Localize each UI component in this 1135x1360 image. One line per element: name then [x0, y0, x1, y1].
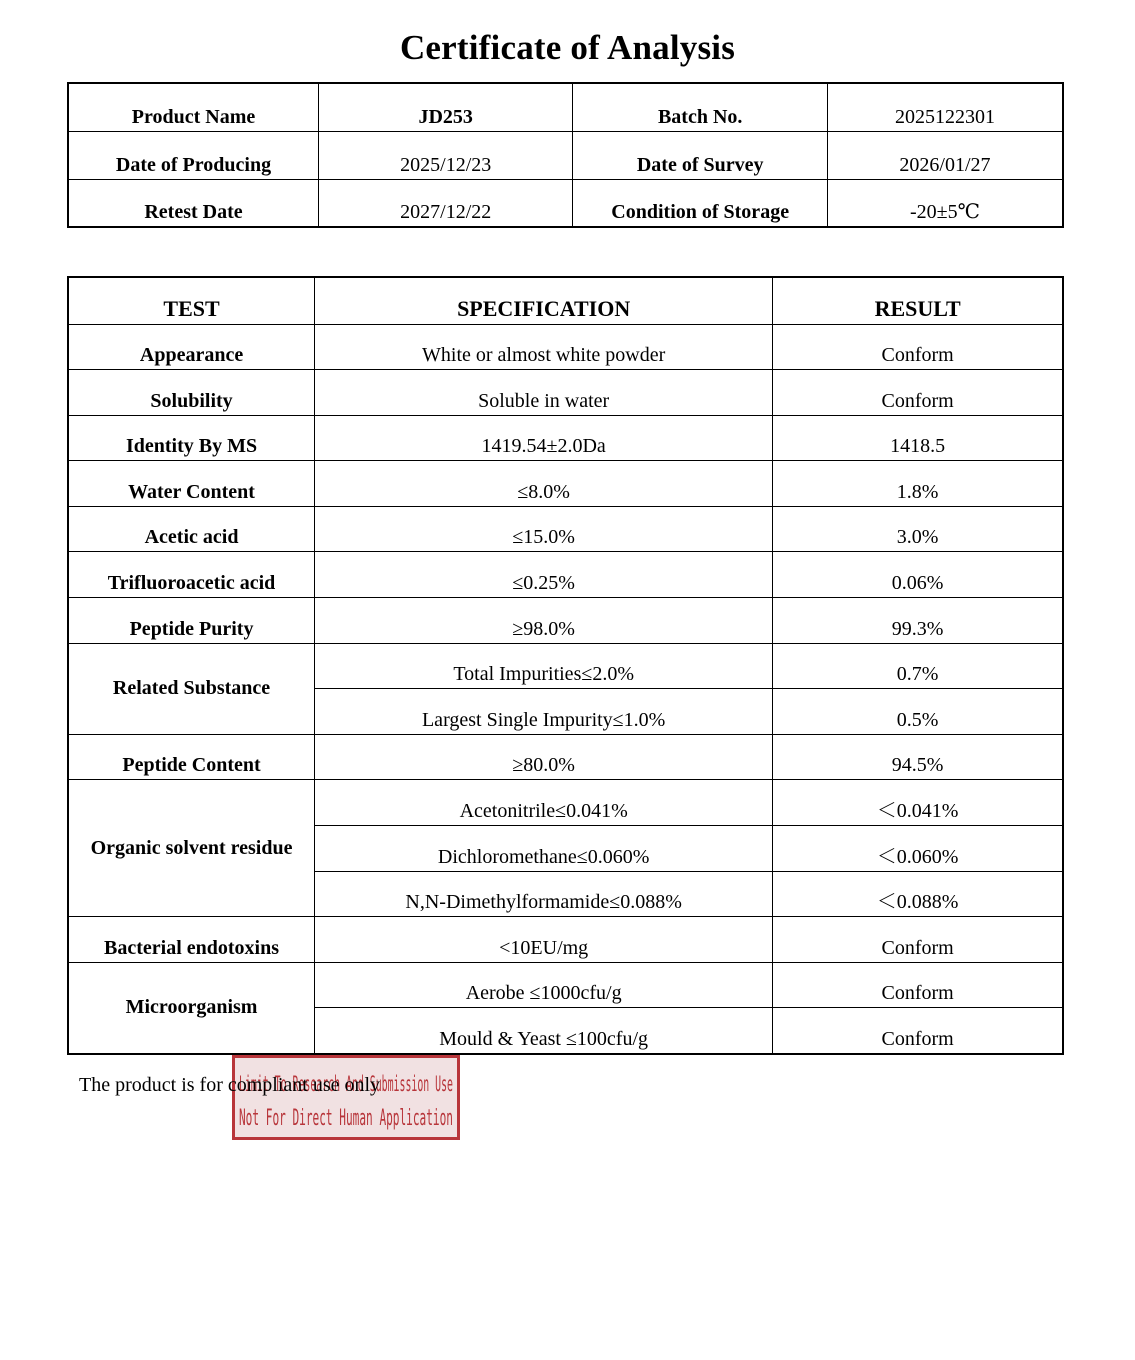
test-results-table — [67, 276, 1064, 1055]
batch-label: Batch No. — [573, 83, 827, 131]
test-result: ＜0.088% — [773, 871, 1063, 917]
test-result: 94.5% — [773, 734, 1063, 780]
header-specification: SPECIFICATION — [315, 277, 773, 324]
test-result: 0.7% — [773, 643, 1063, 689]
test-spec: 1419.54±2.0Da — [315, 415, 773, 461]
test-name: Bacterial endotoxins — [68, 917, 315, 963]
test-name: Organic solvent residue — [68, 780, 315, 917]
test-spec: ≤0.25% — [315, 552, 773, 598]
test-result: 0.06% — [773, 552, 1063, 598]
survey-date-value: 2026/01/27 — [827, 131, 1063, 179]
header-result: RESULT — [773, 277, 1063, 324]
info-row — [68, 131, 1063, 179]
test-spec: ≤15.0% — [315, 506, 773, 552]
table-row — [68, 734, 1063, 780]
test-spec: Acetonitrile≤0.041% — [315, 780, 773, 826]
table-row — [68, 917, 1063, 963]
table-row — [68, 324, 1063, 370]
test-result: 1418.5 — [773, 415, 1063, 461]
test-name: Peptide Content — [68, 734, 315, 780]
stamp-line-1: Limit To Research And Submission Use — [239, 1072, 453, 1096]
product-info-table — [67, 82, 1064, 228]
test-result: 0.5% — [773, 689, 1063, 735]
test-name: Acetic acid — [68, 506, 315, 552]
table-header-row — [68, 277, 1063, 324]
storage-label: Condition of Storage — [573, 179, 827, 227]
test-result: 99.3% — [773, 598, 1063, 644]
test-name: Microorganism — [68, 962, 315, 1053]
test-name: Identity By MS — [68, 415, 315, 461]
test-spec: ≤8.0% — [315, 461, 773, 507]
test-spec: N,N-Dimethylformamide≤0.088% — [315, 871, 773, 917]
test-name: Solubility — [68, 370, 315, 416]
retest-date-label: Retest Date — [68, 179, 318, 227]
table-row — [68, 461, 1063, 507]
test-result: Conform — [773, 370, 1063, 416]
research-use-stamp — [232, 1055, 460, 1140]
test-name: Trifluoroacetic acid — [68, 552, 315, 598]
document-title: Certificate of Analysis — [399, 28, 736, 67]
header-test: TEST — [68, 277, 315, 324]
product-name-label: Product Name — [68, 83, 318, 131]
table-row — [68, 415, 1063, 461]
test-result: ＜0.060% — [773, 826, 1063, 872]
test-spec: Soluble in water — [315, 370, 773, 416]
test-spec: <10EU/mg — [315, 917, 773, 963]
test-spec: Largest Single Impurity≤1.0% — [315, 689, 773, 735]
info-row — [68, 179, 1063, 227]
test-spec: ≥98.0% — [315, 598, 773, 644]
stamp-line-2: Not For Direct Human Application — [239, 1106, 453, 1131]
test-name: Peptide Purity — [68, 598, 315, 644]
test-spec: Aerobe ≤1000cfu/g — [315, 962, 773, 1008]
test-spec: White or almost white powder — [315, 324, 773, 370]
producing-date-label: Date of Producing — [68, 131, 318, 179]
test-result: Conform — [773, 917, 1063, 963]
survey-date-label: Date of Survey — [573, 131, 827, 179]
compliance-note: The product is for compliant use only — [79, 1074, 381, 1096]
retest-date-value: 2027/12/22 — [318, 179, 572, 227]
test-spec: Mould & Yeast ≤100cfu/g — [315, 1008, 773, 1054]
batch-value: 2025122301 — [827, 83, 1063, 131]
table-row — [68, 962, 1063, 1008]
table-row — [68, 780, 1063, 826]
test-result: ＜0.041% — [773, 780, 1063, 826]
test-name: Appearance — [68, 324, 315, 370]
table-row — [68, 370, 1063, 416]
table-row — [68, 506, 1063, 552]
test-result: Conform — [773, 1008, 1063, 1054]
test-result: Conform — [773, 962, 1063, 1008]
test-result: Conform — [773, 324, 1063, 370]
table-row — [68, 643, 1063, 689]
producing-date-value: 2025/12/23 — [318, 131, 572, 179]
test-name: Related Substance — [68, 643, 315, 734]
test-spec: Total Impurities≤2.0% — [315, 643, 773, 689]
test-spec: ≥80.0% — [315, 734, 773, 780]
table-row — [68, 598, 1063, 644]
product-name-value: JD253 — [318, 83, 572, 131]
storage-value: -20±5℃ — [827, 179, 1063, 227]
table-row — [68, 552, 1063, 598]
test-name: Water Content — [68, 461, 315, 507]
info-row — [68, 83, 1063, 131]
test-spec: Dichloromethane≤0.060% — [315, 826, 773, 872]
test-result: 3.0% — [773, 506, 1063, 552]
test-result: 1.8% — [773, 461, 1063, 507]
